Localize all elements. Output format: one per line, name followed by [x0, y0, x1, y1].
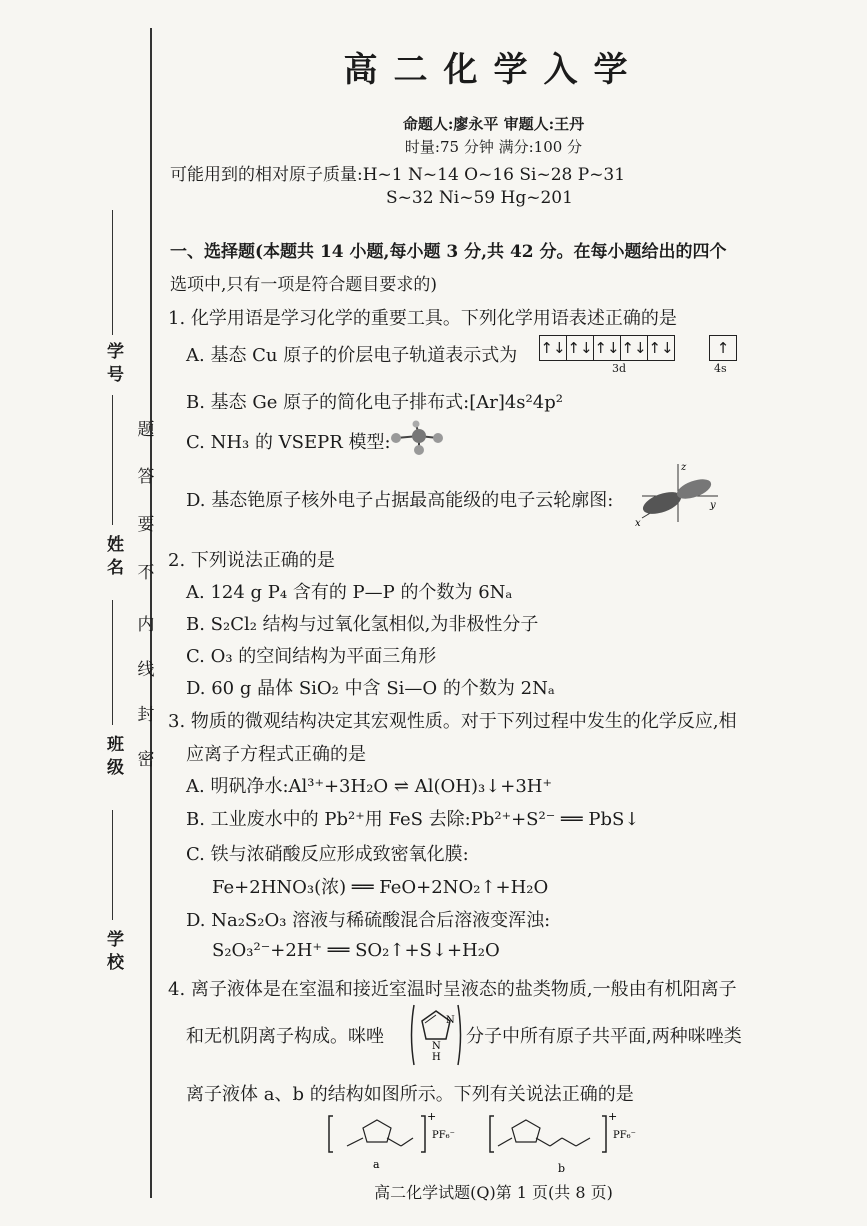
q3-option-d[interactable]: D. Na₂S₂O₃ 溶液与稀硫酸混合后溶液变浑浊: — [186, 910, 551, 931]
section-heading: 一、选择题(本题共 14 小题,每小题 3 分,共 42 分。在每小题给出的四个 — [170, 242, 727, 262]
atomic-mass-line-2: S~32 Ni~59 Hg~201 — [386, 188, 573, 208]
imidazole-structure-icon — [408, 1003, 464, 1067]
q1-option-c[interactable]: C. NH₃ 的 VSEPR 模型: — [186, 432, 391, 453]
structure-label-a: a — [373, 1158, 380, 1171]
class-label: 班 级 — [103, 735, 123, 775]
class-blank[interactable] — [112, 600, 113, 725]
ring-n-label: N — [446, 1015, 455, 1026]
orbital-label-3d: 3d — [612, 362, 627, 375]
seal-char: 题 — [137, 420, 155, 440]
q4-stem: 4. 离子液体是在室温和接近室温时呈液态的盐类物质,一般由有机阳离子 — [168, 979, 737, 1000]
anion-label: PF₆⁻ — [613, 1130, 636, 1141]
q3-stem-cont: 应离子方程式正确的是 — [186, 744, 366, 765]
ionic-liquid-a-structure-icon — [325, 1108, 465, 1174]
name-blank[interactable] — [112, 395, 113, 525]
atomic-mass-line-1: 可能用到的相对原子质量:H~1 N~14 O~16 Si~28 P~31 — [170, 165, 626, 185]
q1-option-b[interactable]: B. 基态 Ge 原子的简化电子排布式:[Ar]4s²4p² — [186, 392, 563, 413]
cation-charge: + — [427, 1110, 437, 1123]
student-id-label: 学 号 — [103, 342, 123, 382]
time-score: 时量:75 分钟 满分:100 分 — [404, 138, 583, 156]
q2-option-a[interactable]: A. 124 g P₄ 含有的 P—P 的个数为 6Nₐ — [186, 582, 513, 603]
q3-option-a[interactable]: A. 明矾净水:Al³⁺+3H₂O ⇌ Al(OH)₃↓+3H⁺ — [186, 776, 552, 797]
school-label: 学 校 — [103, 930, 123, 970]
structure-label-b: b — [558, 1162, 566, 1175]
axis-y-label: y — [710, 500, 716, 511]
q1-option-d[interactable]: D. 基态铯原子核外电子占据最高能级的电子云轮廓图: — [186, 490, 614, 511]
q3-option-b[interactable]: B. 工业废水中的 Pb²⁺用 FeS 去除:Pb²⁺+S²⁻ ══ PbS↓ — [186, 809, 640, 830]
orbital-box: ↑ — [709, 335, 737, 361]
orbital-box: ↑↓ — [539, 335, 567, 361]
axis-x-label: x — [635, 518, 641, 528]
q2-stem: 2. 下列说法正确的是 — [168, 550, 335, 571]
orbital-label-4s: 4s — [714, 362, 727, 375]
electron-cloud-p-orbital-icon — [632, 458, 724, 528]
anion-label: PF₆⁻ — [432, 1130, 455, 1141]
q3-option-d-equation: S₂O₃²⁻+2H⁺ ══ SO₂↑+S↓+H₂O — [212, 940, 500, 961]
school-blank[interactable] — [112, 810, 113, 920]
section-heading-cont: 选项中,只有一项是符合题目要求的) — [170, 275, 438, 295]
q4-stem-cont: 离子液体 a、b 的结构如图所示。下列有关说法正确的是 — [186, 1084, 634, 1105]
orbital-box: ↑↓ — [593, 335, 621, 361]
q4-stem-part-1: 和无机阴离子构成。咪唑 — [186, 1026, 384, 1047]
ionic-liquid-b-structure-icon — [486, 1108, 646, 1178]
seal-char: 内 — [137, 615, 155, 635]
authors: 命题人:廖永平 审题人:王丹 — [402, 115, 585, 133]
name-label: 姓 名 — [103, 535, 123, 575]
q2-option-b[interactable]: B. S₂Cl₂ 结构与过氧化氢相似,为非极性分子 — [186, 614, 539, 635]
orbital-box: ↑↓ — [647, 335, 675, 361]
q2-option-c[interactable]: C. O₃ 的空间结构为平面三角形 — [186, 646, 437, 667]
axis-z-label: z — [681, 462, 687, 473]
seal-char: 密 — [137, 750, 155, 770]
seal-char: 答 — [137, 467, 155, 487]
q3-option-c-equation: Fe+2HNO₃(浓) ══ FeO+2NO₂↑+H₂O — [212, 877, 549, 898]
ring-h-label: H — [432, 1052, 441, 1063]
q3-option-c[interactable]: C. 铁与浓硝酸反应形成致密氧化膜: — [186, 844, 469, 865]
q1-option-a[interactable]: A. 基态 Cu 原子的价层电子轨道表示式为 — [186, 345, 518, 366]
seal-char: 要 — [137, 515, 155, 535]
q1-stem: 1. 化学用语是学习化学的重要工具。下列化学用语表述正确的是 — [168, 308, 677, 329]
orbital-box: ↑↓ — [566, 335, 594, 361]
q2-option-d[interactable]: D. 60 g 晶体 SiO₂ 中含 Si—O 的个数为 2Nₐ — [186, 678, 555, 699]
orbital-box: ↑↓ — [620, 335, 648, 361]
student-id-blank[interactable] — [112, 210, 113, 335]
vsepr-model-icon — [386, 420, 452, 456]
seal-char: 线 — [137, 660, 155, 680]
ring-nh-label: N — [432, 1041, 441, 1052]
q4-stem-part-2: 分子中所有原子共平面,两种咪唑类 — [466, 1026, 742, 1047]
seal-char: 不 — [137, 563, 155, 583]
orbital-diagram-4s — [710, 335, 737, 361]
orbital-diagram-3d — [540, 335, 675, 361]
seal-char: 封 — [137, 705, 155, 725]
q3-stem: 3. 物质的微观结构决定其宏观性质。对于下列过程中发生的化学反应,相 — [168, 711, 737, 732]
page-footer: 高二化学试题(Q)第 1 页(共 8 页) — [374, 1183, 613, 1202]
cation-charge: + — [608, 1110, 618, 1123]
page-title: 高二化学入学 — [343, 50, 644, 90]
